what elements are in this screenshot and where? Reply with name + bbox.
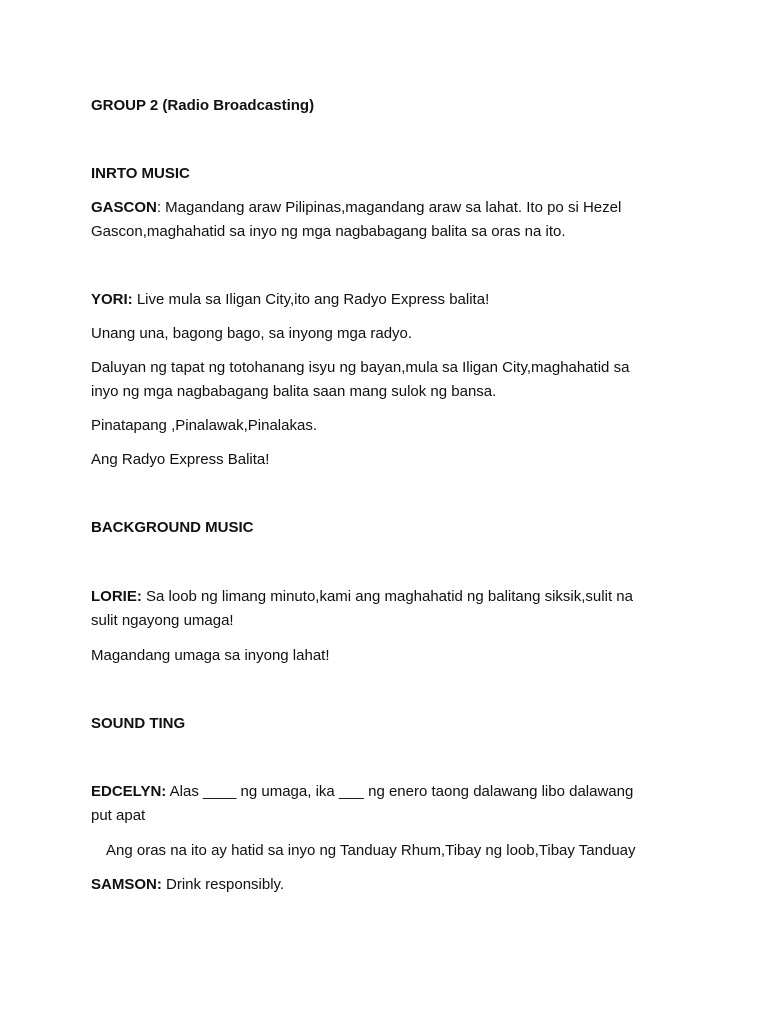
- yori-line-3b: inyo ng mga nagbabagang balita saan mang sulok ng bansa.: [91, 383, 497, 400]
- yori-line-1: [91, 288, 681, 312]
- cue-intro-music: INRTO MUSIC: [91, 165, 190, 182]
- document-title: GROUP 2 (Radio Broadcasting): [91, 97, 315, 114]
- lorie-line-1: [91, 585, 681, 609]
- yori-line-4: Pinatapang ,Pinalawak,Pinalakas.: [91, 417, 317, 434]
- speaker-edcelyn: EDCELYN:: [91, 783, 167, 800]
- yori-line-3a: Daluyan ng tapat ng totohanang isyu ng bayan,mula sa Iligan City,maghahatid sa: [91, 359, 630, 376]
- lorie-line-3: Magandang umaga sa inyong lahat!: [91, 647, 330, 664]
- yori-line-5: Ang Radyo Express Balita!: [91, 451, 270, 468]
- lorie-line-2: sulit ngayong umaga!: [91, 612, 234, 629]
- edcelyn-text-1: Alas ____ ng umaga, ika ___ ng enero taong dalawang libo dalawang: [166, 783, 634, 800]
- gascon-line-1: [91, 196, 681, 220]
- samson-text-1: Drink responsibly.: [161, 876, 285, 893]
- yori-line-2: Unang una, bagong bago, sa inyong mga radyo.: [91, 325, 413, 342]
- speaker-gascon: GASCON: [91, 199, 157, 216]
- edcelyn-line-1: [91, 780, 681, 804]
- speaker-yori: YORI:: [91, 291, 133, 308]
- gascon-line-2: Gascon,maghahatid sa inyo ng mga nagbabagang balita sa oras na ito.: [91, 223, 566, 240]
- speaker-lorie: LORIE:: [91, 588, 142, 605]
- edcelyn-line-2: put apat: [91, 807, 146, 824]
- speaker-samson: SAMSON:: [91, 876, 162, 893]
- gascon-text-1: : Magandang araw Pilipinas,magandang araw sa lahat. Ito po si Hezel: [156, 199, 622, 216]
- lorie-text-1: Sa loob ng limang minuto,kami ang maghahatid ng balitang siksik,sulit na: [141, 588, 633, 605]
- yori-text-1: Live mula sa Iligan City,ito ang Radyo Express balita!: [132, 291, 490, 308]
- cue-sound-ting: SOUND TING: [91, 715, 186, 732]
- edcelyn-line-3: Ang oras na ito ay hatid sa inyo ng Tanduay Rhum,Tibay ng loob,Tibay Tanduay: [106, 842, 636, 859]
- samson-line-1: [91, 873, 681, 897]
- cue-background-music: BACKGROUND MUSIC: [91, 519, 254, 536]
